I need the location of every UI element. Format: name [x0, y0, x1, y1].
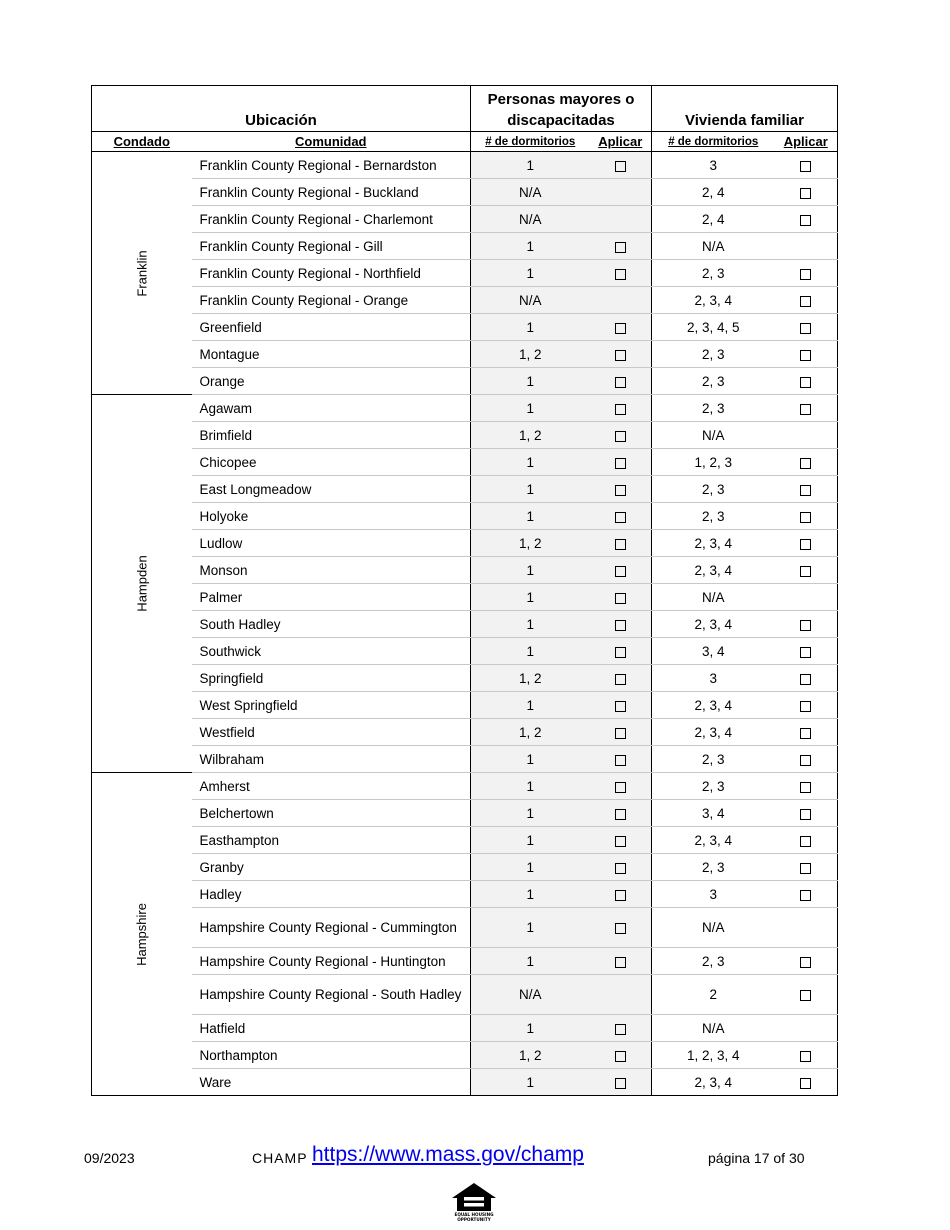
elderly-bedrooms-cell: 1 [471, 368, 590, 395]
table-row [92, 638, 838, 665]
table-row [92, 260, 838, 287]
family-apply-checkbox[interactable] [800, 701, 811, 712]
elderly-apply-checkbox[interactable] [615, 809, 626, 820]
county-column-header: Condado [92, 132, 192, 152]
elderly-bedrooms-cell: 1, 2 [471, 422, 590, 449]
logo-text-line2: OPPORTUNITY [457, 1217, 491, 1222]
family-apply-checkbox[interactable] [800, 377, 811, 388]
elderly-bedrooms-cell: 1 [471, 827, 590, 854]
community-cell: Amherst [192, 773, 471, 800]
family-apply-cell [775, 557, 838, 584]
elderly-bedrooms-cell: 1 [471, 638, 590, 665]
family-bedrooms-cell: 2, 3, 4 [652, 719, 775, 746]
family-bedrooms-cell: N/A [652, 1015, 775, 1042]
family-bedrooms-header: # de dormitorios [652, 132, 775, 152]
community-cell: Springfield [192, 665, 471, 692]
elderly-bedrooms-cell: 1 [471, 503, 590, 530]
community-cell: Franklin County Regional - Gill [192, 233, 471, 260]
family-bedrooms-cell: 3, 4 [652, 638, 775, 665]
elderly-apply-cell [590, 746, 652, 773]
housing-table [91, 85, 838, 1096]
family-apply-cell [775, 948, 838, 975]
elderly-apply-checkbox[interactable] [615, 1024, 626, 1035]
county-cell-hampden [92, 395, 192, 773]
elderly-apply-cell [590, 584, 652, 611]
family-bedrooms-cell: 2, 3 [652, 260, 775, 287]
elderly-apply-checkbox[interactable] [615, 957, 626, 968]
community-cell: Franklin County Regional - Orange [192, 287, 471, 314]
family-apply-checkbox[interactable] [800, 485, 811, 496]
family-apply-cell [775, 233, 838, 260]
elderly-bedrooms-cell: 1 [471, 557, 590, 584]
elderly-apply-cell [590, 800, 652, 827]
family-apply-checkbox[interactable] [800, 674, 811, 685]
page-number: página 17 of 30 [708, 1150, 805, 1166]
family-bedrooms-cell: 2, 3 [652, 341, 775, 368]
community-cell: Wilbraham [192, 746, 471, 773]
table-row [92, 233, 838, 260]
family-apply-checkbox[interactable] [800, 350, 811, 361]
elderly-apply-cell [590, 314, 652, 341]
table-row [92, 908, 838, 948]
family-apply-cell [775, 719, 838, 746]
elderly-bedrooms-cell: 1 [471, 800, 590, 827]
elderly-bedrooms-cell: 1, 2 [471, 719, 590, 746]
table-row [92, 881, 838, 908]
elderly-bedrooms-cell: 1 [471, 746, 590, 773]
table-row [92, 503, 838, 530]
community-cell: West Springfield [192, 692, 471, 719]
table-row [92, 152, 838, 179]
family-bedrooms-cell: 2, 3, 4 [652, 557, 775, 584]
elderly-apply-cell [590, 395, 652, 422]
elderly-apply-checkbox[interactable] [615, 404, 626, 415]
elderly-apply-checkbox[interactable] [615, 539, 626, 550]
family-apply-cell [775, 881, 838, 908]
family-apply-cell [775, 638, 838, 665]
family-apply-checkbox[interactable] [800, 782, 811, 793]
location-header: Ubicación [245, 112, 317, 129]
elderly-apply-checkbox[interactable] [615, 890, 626, 901]
elderly-bedrooms-cell: 1 [471, 233, 590, 260]
family-apply-checkbox[interactable] [800, 566, 811, 577]
county-label: Hampden [134, 555, 150, 612]
elderly-bedrooms-cell: 1 [471, 692, 590, 719]
elderly-group-header: Personas mayores o discapacitadas [471, 86, 652, 132]
elderly-apply-checkbox[interactable] [615, 161, 626, 172]
community-cell: Granby [192, 854, 471, 881]
family-apply-checkbox[interactable] [800, 188, 811, 199]
community-cell: Chicopee [192, 449, 471, 476]
elderly-apply-checkbox[interactable] [615, 566, 626, 577]
table-row [92, 773, 838, 800]
family-bedrooms-cell: 2, 3 [652, 395, 775, 422]
family-apply-header: Aplicar [775, 132, 838, 152]
elderly-apply-cell [590, 1069, 652, 1096]
community-cell: Franklin County Regional - Buckland [192, 179, 471, 206]
family-apply-cell [775, 800, 838, 827]
table-row [92, 179, 838, 206]
community-cell: Montague [192, 341, 471, 368]
community-cell: Ludlow [192, 530, 471, 557]
family-bedrooms-cell: 2, 3 [652, 854, 775, 881]
elderly-apply-cell [590, 975, 652, 1015]
table-row [92, 584, 838, 611]
champ-link[interactable]: https://www.mass.gov/champ [312, 1143, 584, 1166]
elderly-apply-cell [590, 948, 652, 975]
table-row [92, 665, 838, 692]
family-apply-checkbox[interactable] [800, 620, 811, 631]
table-row [92, 800, 838, 827]
elderly-apply-checkbox[interactable] [615, 458, 626, 469]
family-apply-cell [775, 422, 838, 449]
elderly-bedrooms-cell: 1, 2 [471, 341, 590, 368]
family-bedrooms-cell: 2, 3 [652, 503, 775, 530]
family-bedrooms-cell: N/A [652, 908, 775, 948]
community-cell: Brimfield [192, 422, 471, 449]
family-apply-cell [775, 1042, 838, 1069]
elderly-bedrooms-cell: 1 [471, 611, 590, 638]
family-apply-cell [775, 368, 838, 395]
table-row [92, 530, 838, 557]
community-cell: Agawam [192, 395, 471, 422]
family-bedrooms-cell: 2, 3, 4 [652, 827, 775, 854]
community-cell: Hampshire County Regional - Cummington [192, 908, 471, 948]
table-row [92, 1042, 838, 1069]
family-bedrooms-cell: N/A [652, 422, 775, 449]
community-cell: South Hadley [192, 611, 471, 638]
elderly-bedrooms-cell: 1 [471, 260, 590, 287]
logo-text-line1: EQUAL HOUSING [454, 1212, 494, 1217]
family-apply-cell [775, 975, 838, 1015]
table-row [92, 341, 838, 368]
community-cell: Greenfield [192, 314, 471, 341]
table-row [92, 854, 838, 881]
elderly-bedrooms-cell: 1 [471, 152, 590, 179]
family-apply-cell [775, 287, 838, 314]
elderly-bedrooms-cell: N/A [471, 206, 590, 233]
elderly-apply-checkbox[interactable] [615, 512, 626, 523]
table-row [92, 395, 838, 422]
family-bedrooms-cell: 2, 3 [652, 773, 775, 800]
family-bedrooms-cell: N/A [652, 233, 775, 260]
family-apply-cell [775, 1069, 838, 1096]
community-cell: Hadley [192, 881, 471, 908]
family-apply-checkbox[interactable] [800, 296, 811, 307]
elderly-apply-checkbox[interactable] [615, 242, 626, 253]
elderly-apply-checkbox[interactable] [615, 728, 626, 739]
elderly-bedrooms-cell: 1 [471, 314, 590, 341]
community-cell: Northampton [192, 1042, 471, 1069]
family-apply-checkbox[interactable] [800, 1078, 811, 1089]
family-apply-cell [775, 827, 838, 854]
elderly-bedrooms-cell: 1 [471, 449, 590, 476]
family-bedrooms-cell: 1, 2, 3 [652, 449, 775, 476]
family-bedrooms-cell: 2 [652, 975, 775, 1015]
equal-housing-logo [449, 1180, 499, 1222]
table-row [92, 287, 838, 314]
elderly-apply-cell [590, 854, 652, 881]
table-row [92, 422, 838, 449]
elderly-apply-cell [590, 611, 652, 638]
table-row [92, 476, 838, 503]
community-cell: Westfield [192, 719, 471, 746]
elderly-apply-cell [590, 422, 652, 449]
elderly-apply-cell [590, 503, 652, 530]
elderly-apply-checkbox[interactable] [615, 647, 626, 658]
elderly-bedrooms-cell: 1, 2 [471, 530, 590, 557]
family-bedrooms-cell: 2, 4 [652, 206, 775, 233]
family-bedrooms-cell: 2, 3 [652, 368, 775, 395]
community-cell: Southwick [192, 638, 471, 665]
family-bedrooms-cell: 2, 3 [652, 746, 775, 773]
family-apply-cell [775, 584, 838, 611]
elderly-apply-cell [590, 287, 652, 314]
family-apply-cell [775, 1015, 838, 1042]
family-apply-cell [775, 773, 838, 800]
footer-program: CHAMP [252, 1150, 308, 1166]
elderly-bedrooms-cell: 1 [471, 948, 590, 975]
family-bedrooms-cell: 2, 3, 4 [652, 287, 775, 314]
family-bedrooms-cell: 3 [652, 665, 775, 692]
family-apply-cell [775, 179, 838, 206]
community-cell: Hampshire County Regional - Huntington [192, 948, 471, 975]
family-apply-cell [775, 314, 838, 341]
elderly-apply-cell [590, 557, 652, 584]
community-cell: Belchertown [192, 800, 471, 827]
family-apply-checkbox[interactable] [800, 728, 811, 739]
elderly-apply-cell [590, 692, 652, 719]
elderly-apply-checkbox[interactable] [615, 431, 626, 442]
elderly-apply-header: Aplicar [590, 132, 652, 152]
community-cell: Franklin County Regional - Bernardston [192, 152, 471, 179]
elderly-bedrooms-cell: N/A [471, 975, 590, 1015]
family-bedrooms-cell: 2, 4 [652, 179, 775, 206]
family-apply-cell [775, 611, 838, 638]
family-bedrooms-cell: 3 [652, 152, 775, 179]
elderly-apply-checkbox[interactable] [615, 620, 626, 631]
table-row [92, 1015, 838, 1042]
community-cell: Franklin County Regional - Charlemont [192, 206, 471, 233]
table-row [92, 827, 838, 854]
elderly-apply-checkbox[interactable] [615, 923, 626, 934]
table-row [92, 557, 838, 584]
elderly-apply-cell [590, 881, 652, 908]
elderly-apply-cell [590, 449, 652, 476]
family-apply-checkbox[interactable] [800, 161, 811, 172]
elderly-bedrooms-cell: 1 [471, 476, 590, 503]
elderly-apply-cell [590, 665, 652, 692]
community-cell: East Longmeadow [192, 476, 471, 503]
elderly-apply-cell [590, 260, 652, 287]
elderly-bedrooms-cell: 1 [471, 1069, 590, 1096]
family-apply-cell [775, 530, 838, 557]
family-bedrooms-cell: 2, 3, 4 [652, 530, 775, 557]
footer-date: 09/2023 [84, 1150, 135, 1166]
family-apply-checkbox[interactable] [800, 539, 811, 550]
table-row [92, 975, 838, 1015]
community-cell: Holyoke [192, 503, 471, 530]
family-apply-checkbox[interactable] [800, 323, 811, 334]
table-row [92, 611, 838, 638]
elderly-apply-checkbox[interactable] [615, 593, 626, 604]
family-apply-checkbox[interactable] [800, 1051, 811, 1062]
elderly-apply-checkbox[interactable] [615, 485, 626, 496]
county-cell-hampshire [92, 773, 192, 1096]
family-bedrooms-cell: 3, 4 [652, 800, 775, 827]
elderly-apply-checkbox[interactable] [615, 323, 626, 334]
family-apply-cell [775, 503, 838, 530]
family-apply-cell [775, 260, 838, 287]
elderly-apply-cell [590, 179, 652, 206]
elderly-bedrooms-header: # de dormitorios [471, 132, 590, 152]
family-bedrooms-cell: 2, 3, 4 [652, 692, 775, 719]
elderly-apply-cell [590, 773, 652, 800]
elderly-apply-cell [590, 206, 652, 233]
elderly-bedrooms-cell: N/A [471, 287, 590, 314]
elderly-bedrooms-cell: 1 [471, 854, 590, 881]
elderly-apply-checkbox[interactable] [615, 674, 626, 685]
elderly-apply-cell [590, 341, 652, 368]
elderly-bedrooms-cell: 1 [471, 1015, 590, 1042]
table-row [92, 449, 838, 476]
family-apply-cell [775, 908, 838, 948]
family-apply-checkbox[interactable] [800, 957, 811, 968]
family-apply-checkbox[interactable] [800, 836, 811, 847]
elderly-apply-checkbox[interactable] [615, 836, 626, 847]
family-bedrooms-cell: 2, 3, 4 [652, 611, 775, 638]
elderly-apply-checkbox[interactable] [615, 1051, 626, 1062]
family-apply-cell [775, 341, 838, 368]
elderly-bedrooms-cell: 1, 2 [471, 665, 590, 692]
elderly-bedrooms-cell: 1, 2 [471, 1042, 590, 1069]
elderly-apply-cell [590, 476, 652, 503]
elderly-apply-checkbox[interactable] [615, 269, 626, 280]
elderly-apply-checkbox[interactable] [615, 701, 626, 712]
elderly-apply-cell [590, 1015, 652, 1042]
family-group-header: Vivienda familiar [652, 86, 838, 132]
community-cell: Hampshire County Regional - South Hadley [192, 975, 471, 1015]
family-bedrooms-cell: 2, 3, 4, 5 [652, 314, 775, 341]
family-apply-checkbox[interactable] [800, 809, 811, 820]
family-apply-cell [775, 152, 838, 179]
community-cell: Hatfield [192, 1015, 471, 1042]
elderly-bedrooms-cell: 1 [471, 773, 590, 800]
table-row [92, 314, 838, 341]
county-cell-franklin [92, 152, 192, 395]
table-row [92, 1069, 838, 1096]
family-bedrooms-cell: 2, 3 [652, 476, 775, 503]
family-apply-cell [775, 665, 838, 692]
table-row [92, 746, 838, 773]
elderly-apply-checkbox[interactable] [615, 863, 626, 874]
family-apply-checkbox[interactable] [800, 863, 811, 874]
elderly-apply-checkbox[interactable] [615, 350, 626, 361]
elderly-bedrooms-cell: 1 [471, 395, 590, 422]
family-apply-checkbox[interactable] [800, 755, 811, 766]
family-apply-cell [775, 692, 838, 719]
elderly-apply-cell [590, 368, 652, 395]
family-apply-checkbox[interactable] [800, 512, 811, 523]
elderly-bedrooms-cell: 1 [471, 908, 590, 948]
family-apply-checkbox[interactable] [800, 890, 811, 901]
family-apply-cell [775, 206, 838, 233]
family-bedrooms-cell: 3 [652, 881, 775, 908]
family-apply-cell [775, 746, 838, 773]
elderly-apply-checkbox[interactable] [615, 1078, 626, 1089]
elderly-apply-cell [590, 719, 652, 746]
elderly-apply-checkbox[interactable] [615, 782, 626, 793]
elderly-apply-cell [590, 827, 652, 854]
elderly-apply-cell [590, 1042, 652, 1069]
community-cell: Monson [192, 557, 471, 584]
elderly-apply-cell [590, 233, 652, 260]
community-column-header: Comunidad [192, 132, 471, 152]
family-bedrooms-cell: N/A [652, 584, 775, 611]
community-cell: Franklin County Regional - Northfield [192, 260, 471, 287]
family-apply-cell [775, 449, 838, 476]
family-apply-checkbox[interactable] [800, 404, 811, 415]
elderly-bedrooms-cell: 1 [471, 881, 590, 908]
family-apply-cell [775, 854, 838, 881]
family-apply-checkbox[interactable] [800, 215, 811, 226]
table-row [92, 948, 838, 975]
family-apply-checkbox[interactable] [800, 647, 811, 658]
table-row [92, 368, 838, 395]
elderly-bedrooms-cell: 1 [471, 584, 590, 611]
community-cell: Palmer [192, 584, 471, 611]
family-bedrooms-cell: 2, 3, 4 [652, 1069, 775, 1096]
elderly-apply-checkbox[interactable] [615, 377, 626, 388]
family-apply-cell [775, 476, 838, 503]
table-row [92, 206, 838, 233]
community-cell: Ware [199, 1074, 232, 1090]
family-bedrooms-cell: 2, 3 [652, 948, 775, 975]
family-apply-checkbox[interactable] [800, 269, 811, 280]
elderly-apply-cell [590, 152, 652, 179]
elderly-apply-cell [590, 908, 652, 948]
family-apply-checkbox[interactable] [800, 990, 811, 1001]
elderly-apply-checkbox[interactable] [615, 755, 626, 766]
table-row [92, 692, 838, 719]
community-cell: Orange [192, 368, 471, 395]
county-label: Hampshire [134, 902, 150, 966]
elderly-bedrooms-cell: N/A [471, 179, 590, 206]
family-apply-checkbox[interactable] [800, 458, 811, 469]
county-label: Franklin [134, 249, 150, 297]
family-bedrooms-cell: 1, 2, 3, 4 [652, 1042, 775, 1069]
elderly-apply-cell [590, 530, 652, 557]
table-row [92, 719, 838, 746]
community-cell: Easthampton [192, 827, 471, 854]
family-apply-cell [775, 395, 838, 422]
elderly-apply-cell [590, 638, 652, 665]
